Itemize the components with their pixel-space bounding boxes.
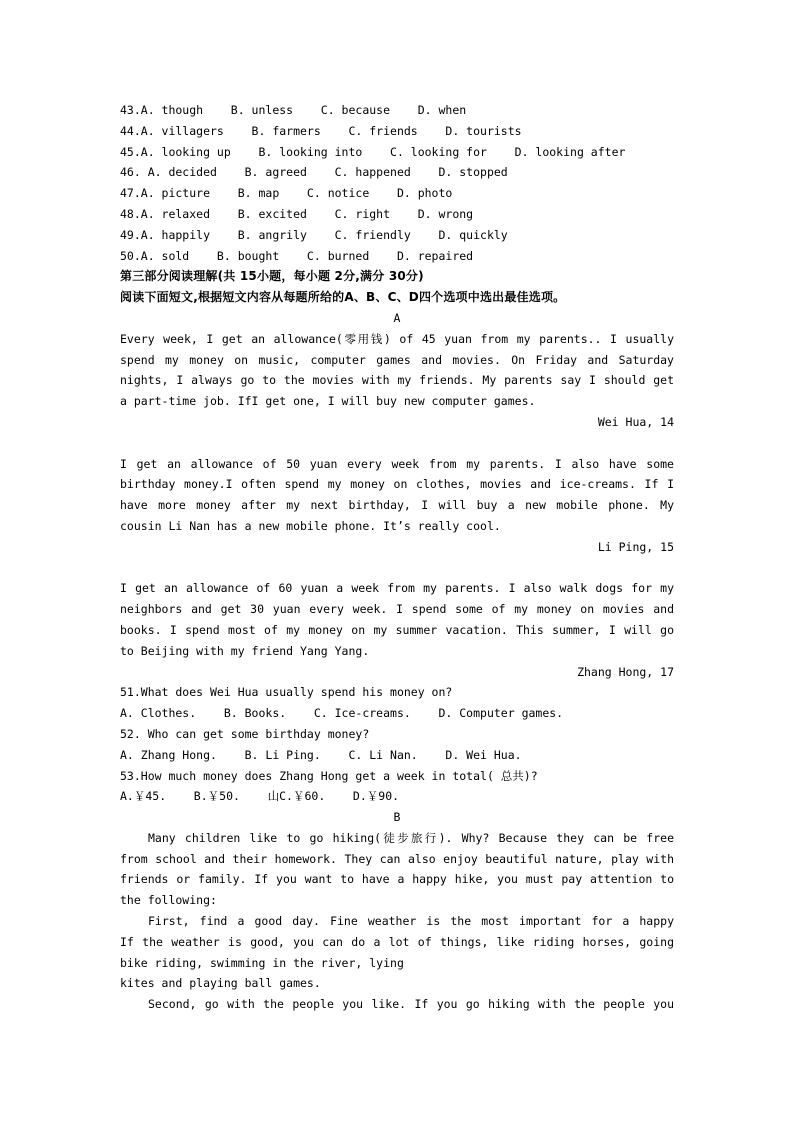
text-line: the following: [120,893,217,908]
text-line: birthday money.I often spend my money on clothes, movies and ice-creams. If I [120,477,674,492]
author-signature: Wei Hua, 14 [597,414,674,429]
questions [120,682,674,807]
text-line: First, find a good day. Fine weather is the most important for a happy [148,914,674,929]
passage-a-paragraph-2 [120,454,674,558]
text-line: neighbors and get 30 yuan every week. I spend some of my money on movies and [120,602,674,617]
text-line: a part-time job. IfI get one, I will buy new computer games. [120,394,536,409]
text-line: from school and their homework. They can also enjoy beautiful nature, play with [120,851,674,866]
passage-a-paragraph-3 [120,578,674,682]
text-line: to Beijing with my friend Yang Yang. [120,643,370,658]
option-row-44: 44.A. villagers B. farmers C. friends D. tourists [120,123,522,138]
text-line: Second, go with the people you like. If you go hiking with the people you [148,997,674,1012]
option-row-45: 45.A. looking up B. looking into C. looking for D. looking after [120,144,626,159]
question-52: 52. Who can get some birthday money? [120,726,370,741]
text-line: books. I spend most of my money on my summer vacation. This summer, I will go [120,622,674,637]
text-line: friends or family. If you want to have a happy hike, you must pay attention to [120,872,674,887]
passage-a-paragraph-1 [120,329,674,433]
question-51-options: A. Clothes. B. Books. C. Ice-creams. D. Computer games. [120,706,564,721]
option-row-47: 47.A. picture B. map C. notice D. photo [120,186,453,201]
option-row-43: 43.A. though B. unless C. because D. when [120,103,467,117]
text-line: bike riding, swimming in the river, lying [120,955,404,970]
text-line: I get an allowance of 60 yuan a week from my parents. I also walk dogs for my [120,581,674,596]
option-row-49: 49.A. happily B. angrily C. friendly D. quickly [120,227,508,242]
text-line: have more money after my next birthday, I will buy a new mobile phone. My [120,498,674,513]
question-52-options: A. Zhang Hong. B. Li Ping. C. Li Nan. D. Wei Hua. [120,747,522,762]
text-line: If the weather is good, you can do a lot of things, like riding horses, going [120,934,674,949]
section-instructions: 阅读下面短文,根据短文内容从每题所给的A、B、C、D四个选项中选出最佳选项。 [120,290,566,305]
answer-options [120,100,674,266]
author-signature: Zhang Hong, 17 [577,664,674,679]
passage-b-label: B [393,810,401,825]
text-line: kites and playing ball games. [120,976,321,991]
question-53-options: A.￥45. B.￥50. 山C.￥60. D.￥90. [120,789,400,804]
option-row-48: 48.A. relaxed B. excited C. right D. wrong [120,206,474,221]
text-line: spend my money on music, computer games and movies. On Friday and Saturday [120,352,674,367]
section-title: 第三部分阅读理解(共 15小题，每小题 2分,满分 30分) [120,269,424,284]
text-line: I get an allowance of 50 yuan every week from my parents. I also have some [120,456,674,471]
text-line: Many children like to go hiking(徒步旅行). Why? Because they can be free [148,830,674,845]
option-row-46: 46. A. decided B. agreed C. happened D. stopped [120,165,508,180]
text-line: Every week, I get an allowance(零用钱) of 45 yuan from my parents.. I usually [120,331,674,346]
author-signature: Li Ping, 15 [597,539,674,554]
question-51: 51.What does Wei Hua usually spend his money on? [120,685,453,700]
text-line: cousin Li Nan has a new mobile phone. It’s really cool. [120,518,501,533]
exam-page [120,100,674,1015]
text-line: nights, I always go to the movies with my friends. My parents say I should get [120,373,674,388]
option-row-50: 50.A. sold B. bought C. burned D. repaired [120,248,474,263]
passage-a-label: A [393,310,401,325]
passage-b [120,828,674,1015]
question-53: 53.How much money does Zhang Hong get a week in total( 总共)? [120,768,538,783]
